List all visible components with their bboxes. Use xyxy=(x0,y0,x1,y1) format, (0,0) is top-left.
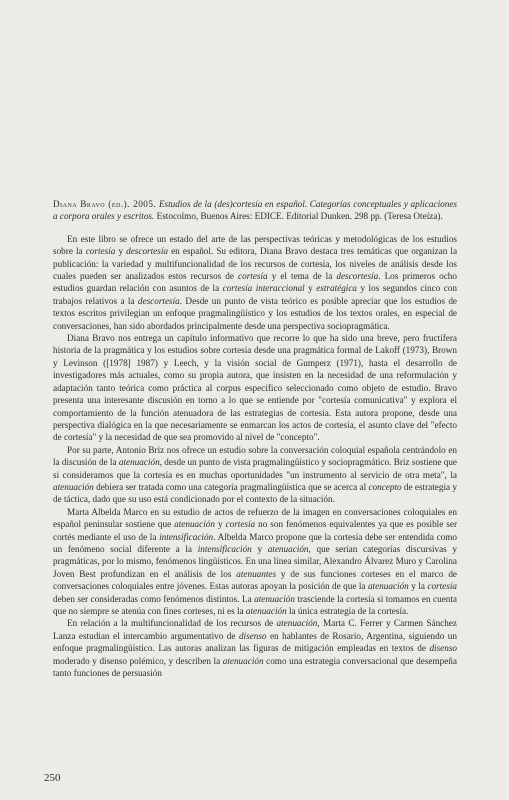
p5-text: En relación a la multifuncionalidad de los recursos de xyxy=(67,618,277,629)
paragraph-5 xyxy=(53,617,457,679)
p1-text: . Desde un punto de vista teórico es posible apreciar que los estudios de textos escritos privilegian un enfoque pragmalingüístico y los estudios de los textos orales, en especial de conversaciones, han sido abordados principalmente desde una perspectiva sociopragmática. xyxy=(53,295,457,331)
p3-em: atenuación xyxy=(118,457,160,468)
p4-em: atenuación xyxy=(267,543,309,554)
p4-em: atenuación xyxy=(254,593,295,604)
p4-text: deben ser consideradas como fenómenos distintos. La xyxy=(53,593,255,604)
p4-text: y la xyxy=(408,581,428,592)
p5-em: disenso xyxy=(238,630,267,641)
p3-text: , desde un punto de vista pragmalingüístico y sociopragmático. Briz sostiene que si consideramos que la cortesía es en muchas oportunidades "un instrumento al servicio de otra meta", la xyxy=(53,457,457,480)
p3-text: Por su parte, Antonio Briz nos ofrece un estudio sobre la conversación coloquial española centrándolo en la discusión de la xyxy=(53,444,457,468)
p4-em: atenuación xyxy=(174,519,215,530)
p2-text: Diana Bravo nos entrega un capítulo informativo que recorre lo que ha sido una breve, pero fructífera historia de la pragmática y los estudios sobre cortesía desde una pragmática formal de Lakoff (1973), Brown y Levinson ([1978] 1987) y Leech, y la visión social de Gumperz (1971), hasta el desarrollo de investigadores más actuales, como su propia autora, que insisten en la necesidad de una reformulación y adaptación tanto teórica como práctica al corpus específico seleccionado como objeto de estudio. Bravo presenta una interesante discusión en torno a lo que se entiende por "cortesía comunicativa" y explora el comportamiento de la función atenuadora de las estrategias de cortesía. Esta autora propone, desde una perspectiva dialógica en la que necesariamente se enmarcan los actos de cortesía, el asunto clave del "efecto de cortesía" y la necesidad de que sea promovido al nivel de "concepto". xyxy=(53,333,457,443)
p4-text: y xyxy=(214,519,226,530)
citation xyxy=(53,198,457,223)
p4-text: y xyxy=(251,543,268,554)
p1-em: cortesía xyxy=(238,271,268,282)
p3-em: concepto xyxy=(368,481,402,492)
p1-text: y el tema de la xyxy=(267,271,337,282)
p5-text: moderado y disenso polémico, y describen la xyxy=(53,655,223,666)
p1-text: y xyxy=(115,246,127,257)
p4-text: la única estrategia de la cortesía. xyxy=(286,606,409,616)
p5-text: en hablantes de Rosario, Argentina, siguiendo un enfoque pragmalingüístico. Las autoras analizan las figuras de mitigación empleadas en textos de xyxy=(53,630,457,654)
p1-text: en español. Su editora, Diana Bravo destaca tres temáticas que organizan la publicación: la variedad y multifuncionalidad de los recursos de cortesía, los niveles de análisis desde los cuales pueden ser analizados estos recursos de xyxy=(53,246,458,282)
p4-em: atenuantes xyxy=(236,568,277,579)
page-number: 250 xyxy=(44,772,61,784)
p4-em: intensificación xyxy=(197,543,252,554)
p4-text: trasciende la cortesía si tomamos en cuenta que no siempre se atenúa con fines corteses, ni es la xyxy=(53,593,457,616)
p4-em: cortesía xyxy=(427,581,457,592)
p4-em: intensificación xyxy=(159,531,214,542)
p5-em: disenso xyxy=(429,643,457,654)
p1-em: descortesía xyxy=(126,246,168,257)
p4-text: no son fenómenos equivalentes ya que es posible ser cortés mediante el uso de la xyxy=(53,519,458,542)
p4-text: y de sus funciones corteses en el marco de conversaciones coloquiales entre jóvenes. Estas autoras apoyan la posición de que la xyxy=(53,568,457,592)
paragraph-2 xyxy=(53,332,457,444)
p4-text: , que serían categorías discursivas y pragmáticas, por lo mismo, fenómenos lingüísticos. En una línea similar, Alexandro Álvarez Muro y Carolina Joven Best profundizan en el análisis de los xyxy=(53,543,457,579)
p1-em: cortesía xyxy=(85,246,116,257)
p4-em: atenuación xyxy=(245,606,287,616)
citation-author: Diana Bravo (ed.). 2005. xyxy=(53,199,157,209)
p3-text: debiera ser tratada como una categoría pragmalingüística que se acerca al xyxy=(93,481,369,492)
p5-em: atenuación xyxy=(222,655,264,666)
paragraph-3 xyxy=(53,444,457,506)
p1-text: . Los primeros ocho estudios guardan relación con asuntos de la xyxy=(53,271,457,294)
p1-text: y xyxy=(304,283,317,294)
paragraph-1 xyxy=(53,233,457,332)
p1-text: y los segundos cinco con trabajos relativos a la xyxy=(53,283,457,306)
p1-em: estratégica xyxy=(316,283,358,294)
review-text xyxy=(53,198,457,679)
p4-text: Marta Albelda Marco en su estudio de actos de refuerzo de la imagen en conversaciones coloquiales en español peninsular sostiene que xyxy=(53,506,457,530)
p3-em: atenuación xyxy=(53,481,94,492)
p5-em: atenuación xyxy=(276,618,318,629)
p1-em: descortesía xyxy=(336,271,379,282)
p3-text: de estrategia y de táctica, dado que su uso está condicionado por el contexto de la situación. xyxy=(53,481,457,505)
p5-text: , Marta C. Ferrer y Carmen Sánchez Lanza estudian el intercambio argumentativo de xyxy=(53,618,458,641)
citation-publisher: Estocolmo, Buenos Aires: EDICE. Editorial Dunken. 298 pp. (Teresa Oteíza). xyxy=(156,211,443,222)
p5-text: como una estrategia conversacional que desempeña tanto funciones de persuasión xyxy=(53,655,457,679)
p4-em: atenuación xyxy=(367,581,409,592)
p1-em: cortesía interaccional xyxy=(222,283,305,294)
p4-text: . Albelda Marco propone que la cortesía debe ser entendida como un fenómeno social diferente a la xyxy=(53,531,457,554)
p1-text: En este libro se ofrece un estado del arte de las perspectivas teóricas y metodológicas de los estudios sobre la xyxy=(53,233,457,257)
p1-em: descortesía xyxy=(137,295,180,306)
citation-title: Estudios de la (des)cortesía en español. Categorías conceptuales y aplicaciones a corpora orales y escritos. xyxy=(53,199,457,222)
p4-em: cortesía xyxy=(225,519,256,530)
paragraph-4 xyxy=(53,506,457,618)
